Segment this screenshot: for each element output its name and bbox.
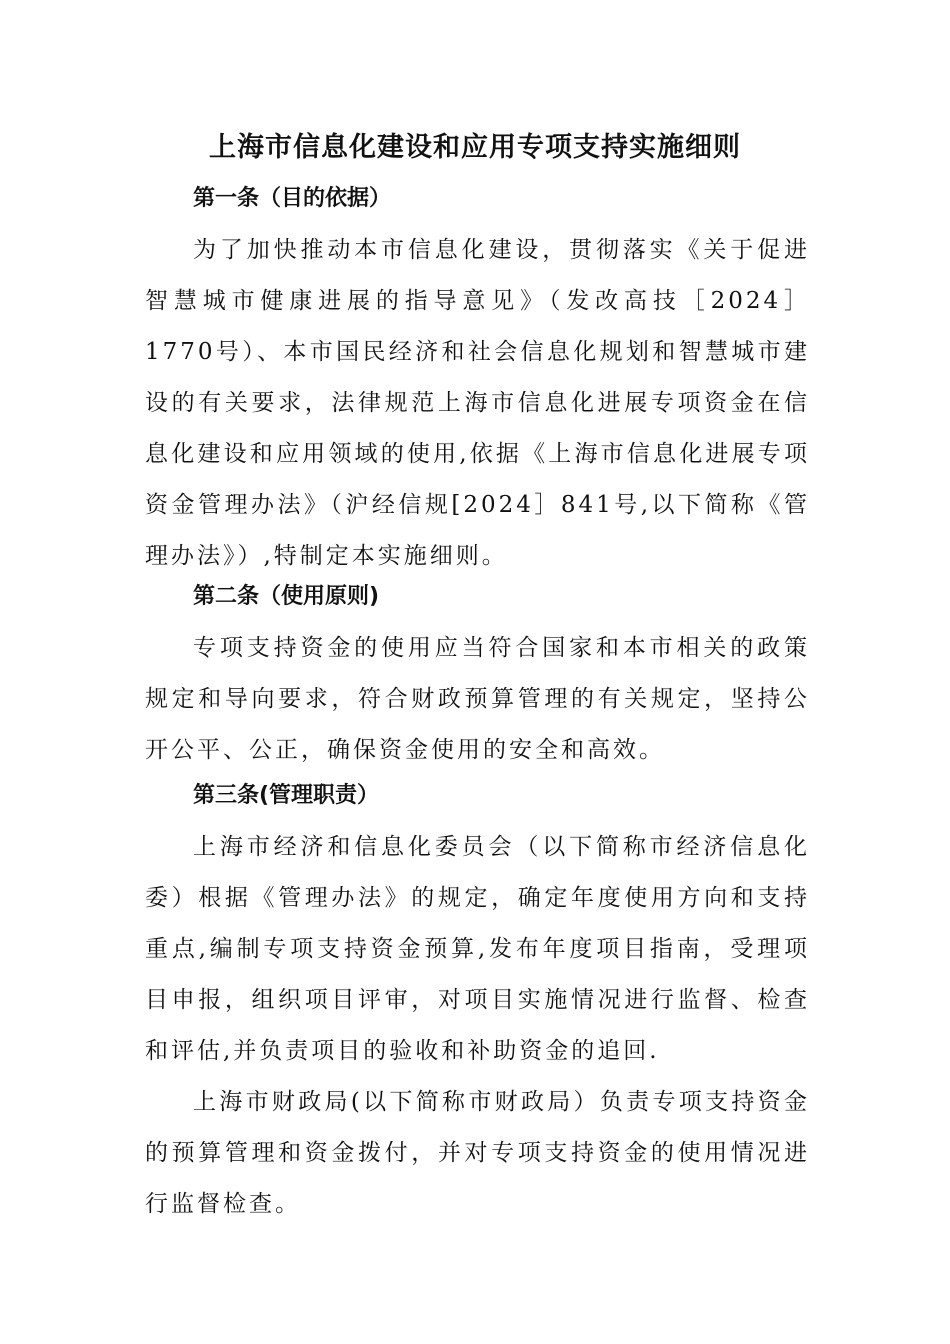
article-heading: 第三条(管理职责）	[193, 783, 380, 808]
article-paragraph: 上海市财政局(以下简称市财政局）负责专项支持资金的预算管理和资金拨付，并对专项支持资金的使用情况进行监督检查。	[145, 1089, 810, 1217]
article-heading: 第一条（目的依据）	[193, 186, 392, 211]
article-2	[145, 582, 810, 776]
article-paragraph: 专项支持资金的使用应当符合国家和本市相关的政策规定和导向要求，符合财政预算管理的有关规定，坚持公开公平、公正，确保资金使用的安全和高效。	[145, 635, 810, 763]
article-paragraph: 上海市经济和信息化委员会（以下简称市经济信息化委）根据《管理办法》的规定，确定年度使用方向和支持重点,编制专项支持资金预算,发布年度项目指南，受理项目申报，组织项目评审，对项目实施情况进行监督、检查和评估,并负责项目的验收和补助资金的追回.	[145, 834, 810, 1064]
article-1	[145, 184, 810, 582]
article-3	[145, 781, 810, 1230]
article-heading: 第二条（使用原则)	[193, 584, 380, 609]
article-paragraph: 为了加快推动本市信息化建设，贯彻落实《关于促进智慧城市健康进展的指导意见》（发改高技［2024］1770号）、本市国民经济和社会信息化规划和智慧城市建设的有关要求，法律规范上海市信息化进展专项资金在信息化建设和应用领域的使用,依据《上海市信息化进展专项资金管理办法》（沪经信规[2024］841号,以下简称《管理办法》）,特制定本实施细则。	[145, 237, 810, 569]
document-title: 上海市信息化建设和应用专项支持实施细则	[209, 132, 741, 163]
